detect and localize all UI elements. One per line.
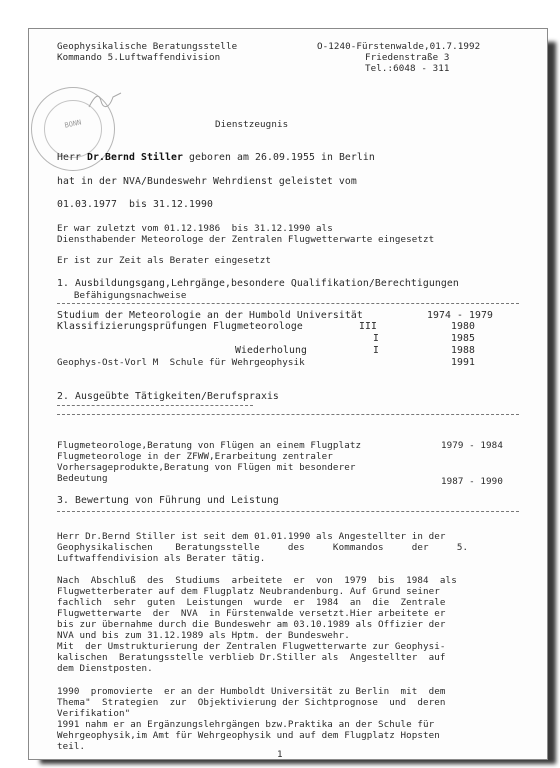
evaluation-line: Verifikation" (57, 708, 131, 719)
evaluation-line: 1991 nahm er an Ergänzungslehrgängen bzw.Praktika an der Schule für (57, 719, 435, 730)
activity-years: 1987 - 1990 (441, 476, 503, 487)
evaluation-line: fachlich sehr guten Leistungen wurde er 1984 an die Zentrale (57, 597, 446, 608)
activity-line: Flugmeteorologe in der ZFWW,Erarbeitung zentraler (57, 451, 333, 462)
sender-line-2: Kommando 5.Luftwaffendivision (57, 52, 221, 63)
intro-line-2: hat in der NVA/Bundeswehr Wehrdienst geleistet vom (57, 176, 357, 187)
qualification-level: I (373, 345, 379, 356)
sender-line-1: Geophysikalische Beratungsstelle (57, 41, 238, 52)
qualification-level: III (359, 321, 377, 332)
qualification-year: 1988 (451, 345, 475, 356)
evaluation-line: kalischen Beratungsstelle verblieb Dr.Stiller als Angestellter auf (57, 652, 446, 663)
place-date: O-1240-Fürstenwalde,01.7.1992 (317, 41, 481, 52)
section-3-rule (57, 511, 519, 512)
section-2-rule-long (57, 414, 519, 415)
qualification-year: 1985 (451, 333, 475, 344)
activity-years: 1979 - 1984 (441, 440, 503, 451)
evaluation-line: Nach Abschluß des Studiums arbeitete er von 1979 bis 1984 als (57, 575, 457, 586)
activity-line: Vorhersageprodukte,Beratung von Flügen mit besonderer (57, 462, 356, 473)
qualification-year: 1991 (451, 357, 475, 368)
qualification-year: 1974 - 1979 (427, 310, 493, 321)
evaluation-line: Wehrgeophysik,im Amt für Wehrgeophysik und auf dem Flugplatz Hopsten (57, 730, 440, 741)
section-1-subheading: Befähigungsnachweise (57, 290, 187, 301)
section-2-rule (57, 405, 253, 406)
section-3-heading: 3. Bewertung von Führung und Leistung (57, 495, 279, 506)
street-address: Friedenstraße 3 (365, 52, 450, 63)
qualification-row: Klassifizierungsprüfungen Flugmeteorologe (57, 321, 303, 332)
evaluation-line: 1990 promovierte er an der Humboldt Universität zu Berlin mit dem (57, 686, 446, 697)
intro-line-3: 01.03.1977 bis 31.12.1990 (57, 199, 213, 210)
document-page (28, 28, 548, 760)
section-1-heading: 1. Ausbildungsgang,Lehrgänge,besondere Qualifikation/Berechtigungen (57, 278, 459, 289)
evaluation-line: NVA und bis zum 31.12.1989 als Hptm. der Bundeswehr. (57, 630, 350, 641)
intro-line-4b: Diensthabender Meteorologe der Zentralen Flugwetterwarte eingesetzt (57, 234, 435, 245)
intro-line-4a: Er war zuletzt vom 01.12.1986 bis 31.12.1990 als (57, 223, 333, 234)
intro-prefix: Herr (57, 152, 87, 163)
evaluation-line: Flugwetterberater auf dem Flugplatz Neubrandenburg. Auf Grund seiner (57, 586, 440, 597)
evaluation-line: bis zur übernahme durch die Bundeswehr am 03.10.1989 als Offizier der (57, 619, 446, 630)
activity-line: Bedeutung (57, 473, 108, 484)
qualification-year: 1980 (451, 321, 475, 332)
evaluation-line: Mit der Umstrukturierung der Zentralen Flugwetterwarte zur Geophysi- (57, 641, 446, 652)
section-1-rule (57, 303, 519, 304)
person-name: Dr.Bernd Stiller (87, 152, 183, 163)
page-number: 1 (277, 749, 283, 760)
qualification-row: Studium der Meteorologie an der Humbold Universität (57, 310, 363, 321)
intro-line-5: Er ist zur Zeit als Berater eingesetzt (57, 255, 271, 266)
intro-line-1 (57, 152, 375, 163)
evaluation-line: Luftwaffendivision als Berater tätig. (57, 553, 266, 564)
document-title: Dienstzeugnis (215, 119, 289, 130)
qualification-row: Wiederholung (235, 345, 307, 356)
activity-line: Flugmeteorologe,Beratung von Flügen an einem Flugplatz (57, 440, 362, 451)
qualification-level: I (373, 333, 379, 344)
section-2-heading: 2. Ausgeübte Tätigkeiten/Berufspraxis (57, 391, 279, 402)
evaluation-line: Herr Dr.Bernd Stiller ist seit dem 01.01.1990 als Angestellter in der (57, 531, 446, 542)
signature-mark (87, 89, 123, 113)
evaluation-line: teil. (57, 741, 86, 752)
evaluation-line: dem Dienstposten. (57, 663, 153, 674)
intro-suffix: geboren am 26.09.1955 in Berlin (182, 152, 375, 163)
evaluation-line: Flugwetterwarte der NVA in Fürstenwalde versetzt.Hier arbeitete er (57, 608, 446, 619)
evaluation-line: Geophysikalischen Beratungsstelle des Kommandos der 5. (57, 542, 469, 553)
phone-number: Tel.:6048 - 311 (365, 63, 450, 74)
qualification-row: Geophys-Ost-Vorl M Schule für Wehrgeophysik (57, 357, 305, 368)
evaluation-line: Thema" Strategien zur Objektivierung der Sichtprognose und deren (57, 697, 446, 708)
stamp-text: BONN (63, 118, 83, 130)
